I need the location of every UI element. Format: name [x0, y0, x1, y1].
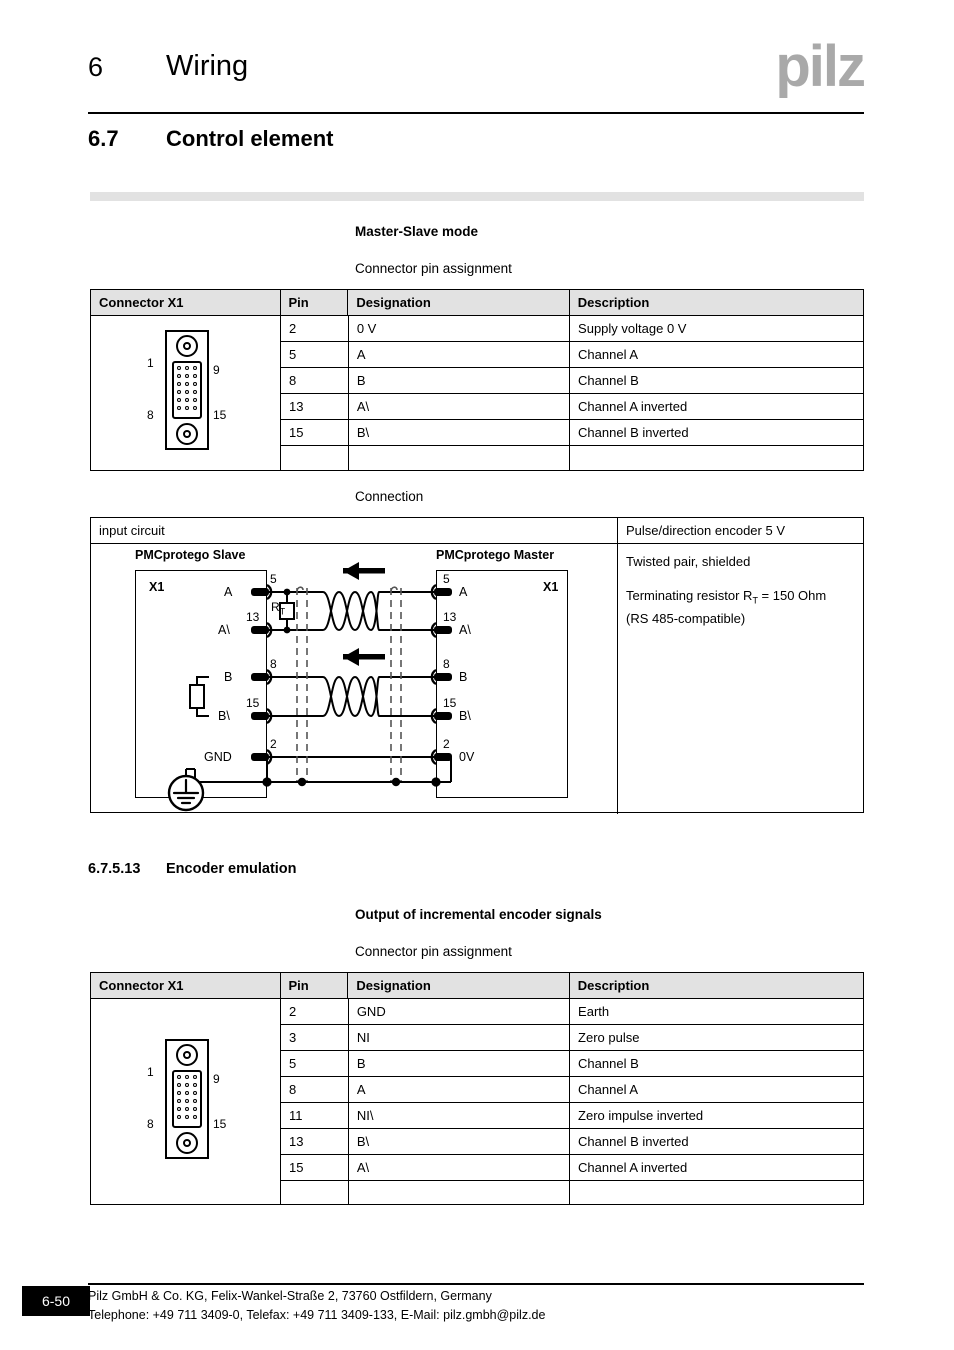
footer-line-2: Telephone: +49 711 3409-0, Telefax: +49 711 3409-133, E-Mail: pilz.gmbh@pilz.de	[88, 1308, 546, 1323]
slave-pin-number: 8	[270, 657, 277, 671]
header-connector: Connector X1	[91, 290, 281, 315]
cell-pin: 15	[281, 420, 349, 445]
signal-direction-arrow	[343, 562, 385, 580]
wiring-diagram-cell	[91, 544, 618, 814]
cell-pin: 15	[281, 1155, 349, 1180]
master-title: PMCprotego Master	[436, 548, 555, 562]
cell-designation: B\	[349, 420, 570, 445]
wiring-schematic-svg	[91, 544, 618, 814]
slave-signal: B	[224, 670, 233, 684]
cell-description: Channel A inverted	[578, 399, 688, 414]
cell-description: Zero pulse	[578, 1030, 640, 1045]
cell-pin: 3	[281, 1025, 349, 1050]
connector-pin-label-9: 9	[213, 363, 220, 377]
master-pin-number: 5	[443, 572, 450, 586]
cell-pin: 5	[281, 342, 349, 367]
earth-symbol	[169, 776, 203, 810]
pin-assignment-caption-2: Connector pin assignment	[355, 944, 512, 959]
cell-pin: 2	[281, 316, 349, 341]
cell-description: Channel B	[578, 1056, 639, 1071]
cell-pin: 13	[281, 394, 349, 419]
master-signal: B	[459, 670, 468, 684]
footer-rule	[88, 1283, 864, 1285]
connection-header-right: Pulse/direction encoder 5 V	[626, 523, 785, 538]
table-row	[281, 999, 863, 1025]
terminating-resistor-label: $R_T$	[271, 600, 286, 617]
pilz-logo: pilz	[775, 34, 864, 99]
cell-pin: 2	[281, 999, 349, 1024]
master-pin-number: 13	[443, 610, 457, 624]
table-row	[281, 420, 863, 446]
cell-designation: A\	[349, 1155, 570, 1180]
cell-designation-empty	[349, 446, 570, 471]
chapter-title: Wiring	[166, 50, 249, 82]
connector-pin-label-8: 8	[147, 408, 154, 422]
header-connector: Connector X1	[91, 973, 281, 998]
subsection-number: 6.7.5.13	[88, 861, 141, 877]
table-row	[281, 1025, 863, 1051]
slave-pin-number: 5	[270, 572, 277, 586]
connector-pin-label-15: 15	[213, 1117, 227, 1131]
cell-designation: A	[349, 342, 570, 367]
table-row	[281, 394, 863, 420]
header-description: Description	[577, 295, 650, 310]
slave-pin-number: 2	[270, 737, 277, 751]
connection-header-left: input circuit	[91, 518, 618, 543]
connector-pin-label-8: 8	[147, 1117, 154, 1131]
chapter-number: 6	[88, 52, 104, 82]
table-row	[281, 368, 863, 394]
master-signal: A	[459, 585, 468, 599]
connection-header-row	[91, 518, 863, 544]
cell-pin: 13	[281, 1129, 349, 1154]
cell-designation: GND	[349, 999, 570, 1024]
table-row	[281, 342, 863, 368]
cell-designation-empty	[349, 1181, 570, 1205]
cell-designation: NI	[349, 1025, 570, 1050]
table-header-row	[91, 290, 863, 316]
cell-description: Channel B	[578, 373, 639, 388]
pin-assignment-caption-1: Connector pin assignment	[355, 261, 512, 276]
pin-assignment-table-1	[90, 289, 864, 471]
cell-description-empty	[570, 1181, 863, 1205]
connection-caption: Connection	[355, 489, 424, 504]
master-slave-caption: Master-Slave mode	[355, 224, 479, 239]
connection-notes	[618, 544, 863, 814]
header-pin: Pin	[281, 290, 349, 315]
cell-pin: 11	[281, 1103, 349, 1128]
master-pin-number: 8	[443, 657, 450, 671]
connector-pin-label-1: 1	[147, 1065, 154, 1079]
master-pin-number: 2	[443, 737, 450, 751]
wiring-diagram	[91, 544, 618, 814]
cell-description: Zero impulse inverted	[578, 1108, 704, 1123]
slave-pin-number: 15	[246, 696, 260, 710]
cell-description: Supply voltage 0 V	[578, 321, 687, 336]
page-header	[88, 34, 864, 108]
cell-description: Channel A	[578, 347, 639, 362]
section-divider-bar	[90, 192, 864, 201]
slave-title: PMCprotego Slave	[135, 548, 246, 562]
note-twisted-pair: Twisted pair, shielded	[626, 554, 751, 569]
table-row	[281, 1103, 863, 1129]
table-row-empty	[281, 1181, 863, 1205]
cell-pin: 5	[281, 1051, 349, 1076]
cell-description: Channel A	[578, 1082, 639, 1097]
slave-signal: A	[224, 585, 233, 599]
table-row	[281, 1077, 863, 1103]
cell-pin: 8	[281, 368, 349, 393]
cell-designation: B	[349, 368, 570, 393]
section-number: 6.7	[88, 126, 119, 151]
slave-pin-number: 13	[246, 610, 260, 624]
subsection-title: Encoder emulation	[166, 861, 297, 877]
pin-assignment-table-2	[90, 972, 864, 1205]
table-row	[281, 1129, 863, 1155]
cell-designation: B	[349, 1051, 570, 1076]
slave-x1-label: X1	[149, 580, 165, 594]
footer-line-1: Pilz GmbH & Co. KG, Felix-Wankel-Straße 2, 73760 Ostfildern, Germany	[88, 1289, 492, 1303]
master-signal: 0V	[459, 750, 475, 764]
connector-pin-label-9: 9	[213, 1072, 220, 1086]
table-header-row	[91, 973, 863, 999]
dsub-connector-icon-2	[139, 1039, 239, 1159]
connector-pin-label-1: 1	[147, 356, 154, 370]
cell-description: Channel B inverted	[578, 1134, 689, 1149]
connector-pin-label-15: 15	[213, 408, 227, 422]
cell-designation: 0 V	[349, 316, 570, 341]
note-terminating-resistor: Terminating resistor $R_T = 150$ Ohm (RS 485-compatible)	[626, 588, 827, 626]
page-number-badge: 6-50	[22, 1286, 90, 1316]
slave-signal: GND	[204, 750, 232, 764]
cell-pin-empty	[281, 446, 349, 471]
connection-table	[90, 517, 864, 813]
connector-illustration-cell	[91, 999, 281, 1205]
slave-signal: A\	[218, 623, 230, 637]
header-description: Description	[577, 978, 650, 993]
cell-description-empty	[570, 446, 863, 471]
cell-description: Channel A inverted	[578, 1160, 688, 1175]
cell-designation: NI\	[349, 1103, 570, 1128]
section-title: Control element	[166, 126, 334, 151]
table-row	[281, 1155, 863, 1181]
master-signal: B\	[459, 709, 471, 723]
cell-designation: A	[349, 1077, 570, 1102]
signal-direction-arrow	[343, 648, 385, 666]
cell-designation: B\	[349, 1129, 570, 1154]
master-x1-label: X1	[543, 580, 559, 594]
encoder-output-caption: Output of incremental encoder signals	[355, 907, 602, 922]
slave-signal: B\	[218, 709, 230, 723]
header-designation: Designation	[348, 973, 569, 998]
cell-description: Earth	[578, 1004, 610, 1019]
header-pin: Pin	[281, 973, 349, 998]
cell-pin-empty	[281, 1181, 349, 1205]
cell-designation: A\	[349, 394, 570, 419]
master-signal: A\	[459, 623, 471, 637]
footer-address	[88, 1287, 545, 1326]
master-pin-number: 15	[443, 696, 457, 710]
dsub-connector-icon-1	[139, 330, 239, 450]
table-row	[281, 1051, 863, 1077]
table-row	[281, 316, 863, 342]
connection-body-row	[91, 544, 863, 814]
header-designation: Designation	[348, 290, 569, 315]
table-row-empty	[281, 446, 863, 471]
cell-pin: 8	[281, 1077, 349, 1102]
cell-description: Channel B inverted	[578, 425, 689, 440]
header-rule	[88, 112, 864, 114]
connector-illustration-cell	[91, 316, 281, 471]
